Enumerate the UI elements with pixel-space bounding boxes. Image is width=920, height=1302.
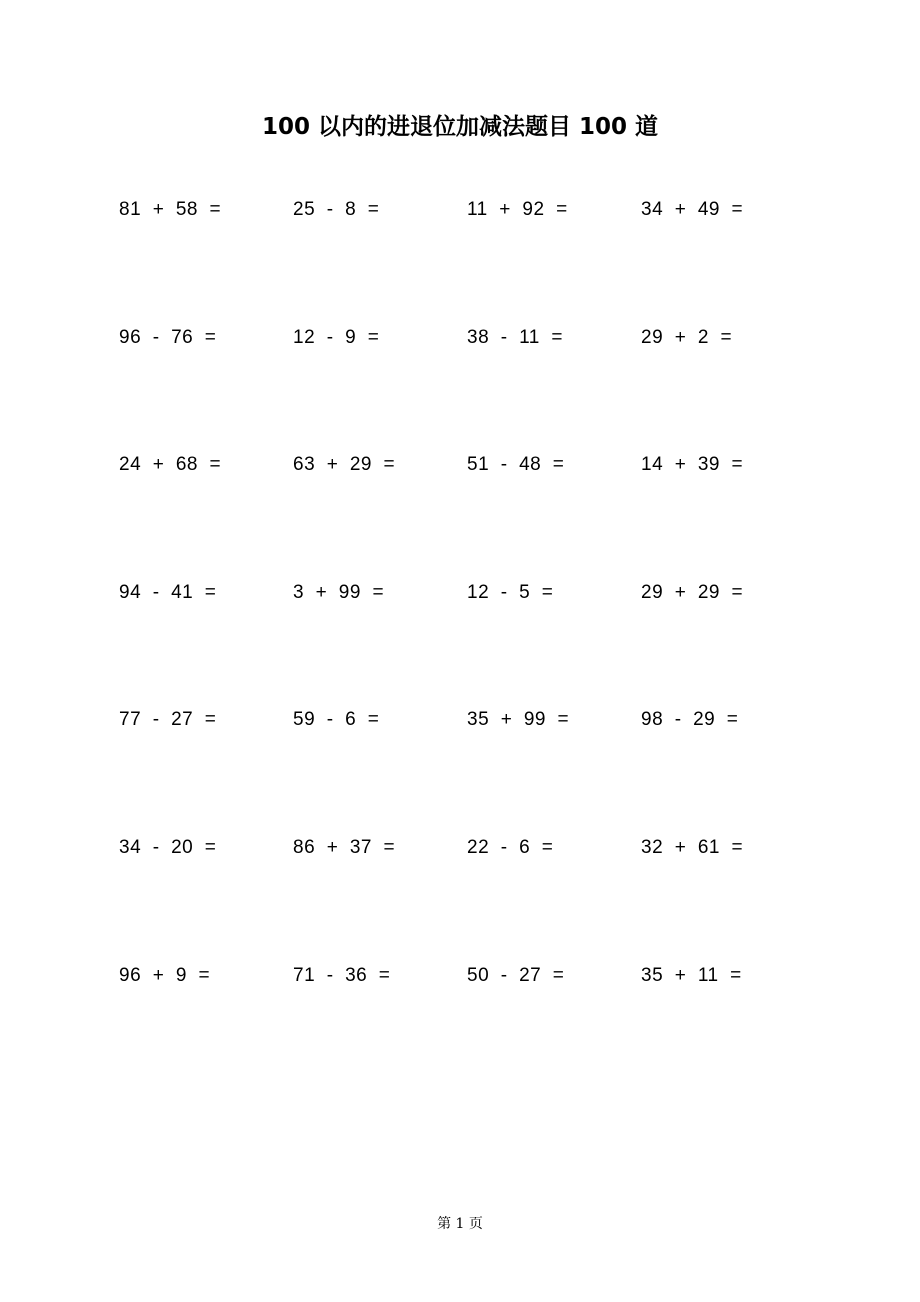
problem: 96 + 9 =: [119, 964, 211, 986]
page-number: 第 1 页: [437, 1216, 483, 1232]
problem: 71 - 36 =: [293, 964, 391, 986]
problem: 29 + 2 =: [641, 326, 733, 348]
problem: 81 + 58 =: [119, 199, 222, 220]
problem: 50 - 27 =: [467, 964, 565, 986]
problem: 63 + 29 =: [293, 454, 396, 476]
problem: 86 + 37 =: [293, 836, 396, 858]
problem: 35 + 99 =: [467, 709, 570, 731]
problem-row: [119, 962, 819, 1090]
problem-row: [119, 451, 819, 579]
problem: 51 - 48 =: [467, 454, 565, 476]
problem: 94 - 41 =: [119, 581, 217, 603]
problem-row: [119, 579, 819, 707]
problem: 3 + 99 =: [293, 581, 385, 603]
problem-row: [119, 706, 819, 834]
problem: 32 + 61 =: [641, 836, 744, 858]
problem: 34 + 49 =: [641, 199, 744, 220]
problem: 96 - 76 =: [119, 326, 217, 348]
problem: 59 - 6 =: [293, 709, 380, 731]
page-title: 100 以内的进退位加减法题目 100 道: [261, 114, 659, 140]
problem: 11 + 92 =: [467, 199, 568, 220]
problem-grid: [119, 196, 819, 1089]
problem-row: [119, 834, 819, 962]
problem: 29 + 29 =: [641, 581, 744, 603]
problem: 77 - 27 =: [119, 709, 217, 731]
problem: 24 + 68 =: [119, 454, 222, 476]
problem: 35 + 11 =: [641, 964, 742, 986]
problem: 12 - 5 =: [467, 581, 554, 603]
problem: 34 - 20 =: [119, 836, 217, 858]
problem: 12 - 9 =: [293, 326, 380, 348]
problem: 98 - 29 =: [641, 709, 739, 731]
problem: 22 - 6 =: [467, 836, 554, 858]
problem: 25 - 8 =: [293, 199, 380, 220]
problem: 14 + 39 =: [641, 454, 744, 476]
problem-row: [119, 196, 819, 324]
problem-row: [119, 324, 819, 452]
problem: 38 - 11 =: [467, 326, 563, 348]
